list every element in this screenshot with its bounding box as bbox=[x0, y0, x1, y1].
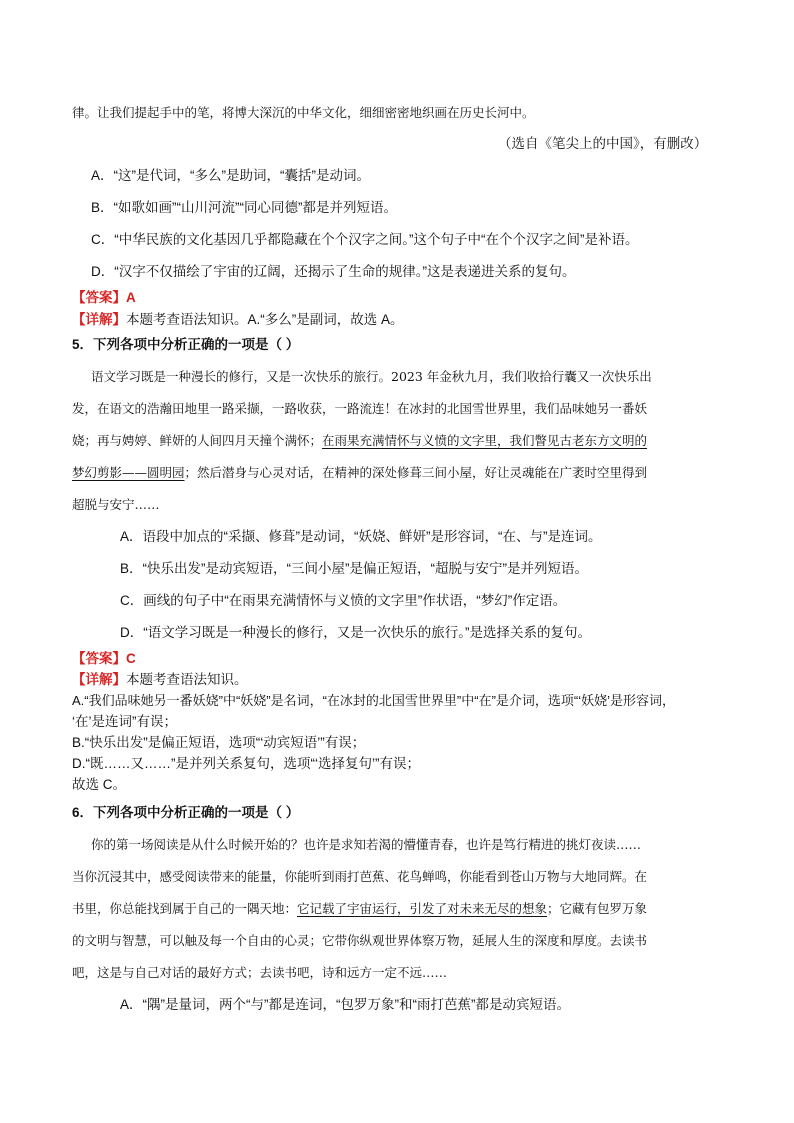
q5-answer: 【答案】C bbox=[72, 651, 136, 666]
passage-source: （选自《笔尖上的中国》，有删改） bbox=[498, 136, 708, 151]
q6-passage-line: 当你沉浸其中，感受阅读带来的能量，你能听到雨打芭蕉、花鸟蝉鸣，你能看到苍山万物与大地同辉。在 bbox=[72, 869, 648, 884]
q5-passage-text: 娆；再与娉婷、鲜妍的人间四月天撞个满怀； bbox=[72, 433, 323, 448]
q6-passage-text: ；它藏有包罗万象 bbox=[547, 901, 648, 916]
q5-passage-text: ；然后潜身与心灵对话，在精神的深处修葺三间小屋，好让灵魂能在广袤时空里得到 bbox=[184, 465, 648, 480]
q5-detail-text: 本题考查语法知识。 bbox=[126, 672, 248, 687]
q6-passage-line: 吧，这是与自己对话的最好方式；去读书吧，诗和远方一定不远…… bbox=[72, 965, 448, 980]
q6-option-a: A．“隅”是量词，两个“与”都是连词，“包罗万象”和“雨打芭蕉”都是动宾短语。 bbox=[120, 997, 570, 1012]
q5-underlined-sentence: 在雨果充满情怀与义愤的文字里，我们瞥见古老东方文明的 bbox=[322, 433, 648, 448]
q5-detail bbox=[72, 671, 248, 689]
q5-option-d: D．“语文学习既是一种漫长的修行，又是一次快乐的旅行。”是选择关系的复句。 bbox=[120, 625, 591, 640]
q5-passage-line: 发，在语文的浩瀚田地里一路采撷，一路收获，一路流连！在冰封的北国雪世界里，我们品味她另一番妖 bbox=[72, 401, 648, 416]
q4-detail-text: 本题考查语法知识。A.“多么”是副词，故选 A。 bbox=[126, 312, 404, 327]
q5-passage-line: 语文学习既是一种漫长的修行，又是一次快乐的旅行。2023 年金秋九月，我们收拾行囊又一次快乐出 bbox=[91, 369, 652, 384]
q5-option-c: C．画线的句子中“在雨果充满情怀与义愤的文字里”作状语，“梦幻”作定语。 bbox=[120, 593, 567, 608]
q6-stem: 6．下列各项中分析正确的一项是（ ） bbox=[72, 805, 300, 820]
q6-passage-line: 的文明与智慧，可以触及每一个自由的心灵；它带你纵观世界体察万物，延展人生的深度和厚度。去读书 bbox=[72, 933, 648, 948]
q6-passage-text: 书里，你总能找到属于自己的一隅天地： bbox=[72, 901, 298, 916]
passage-line: 律。让我们提起手中的笔，将博大深沉的中华文化，细细密密地织画在历史长河中。 bbox=[72, 105, 535, 120]
q4-option-c: C．“中华民族的文化基因几乎都隐藏在个个汉字之间。”这个句子中“在个个汉字之间”是补语。 bbox=[91, 232, 639, 247]
q4-option-d: D．“汉字不仅描绘了宇宙的辽阔，还揭示了生命的规律。”这是表递进关系的复句。 bbox=[91, 264, 576, 279]
q4-answer: 【答案】A bbox=[72, 290, 136, 305]
q4-detail bbox=[72, 311, 404, 329]
q5-stem: 5．下列各项中分析正确的一项是（ ） bbox=[72, 337, 300, 352]
q5-underlined-sentence-end: 梦幻剪影——圆明园 bbox=[72, 465, 185, 480]
q5-explain-line: 故选 C。 bbox=[72, 777, 126, 792]
q5-detail-label: 【详解】 bbox=[72, 672, 126, 687]
q5-explain-line: B.“快乐出发”是偏正短语，选项“‘动宾短语’”有误； bbox=[72, 735, 366, 750]
q6-passage-line: 你的第一场阅读是从什么时候开始的？也许是求知若渴的懵懂青春，也许是笃行精进的挑灯夜读…… bbox=[91, 837, 642, 852]
q6-passage-line bbox=[72, 900, 647, 918]
q5-passage-line: 超脱与安宁…… bbox=[72, 497, 160, 512]
q6-underlined-sentence: 它记载了宇宙运行，引发了对未来无尽的想象 bbox=[297, 901, 548, 916]
q5-explain-line: A.“我们品味她另一番妖娆”中“妖娆”是名词，“在冰封的北国雪世界里”中“在”是介词，选项“‘妖娆’是形容词， bbox=[72, 693, 676, 708]
q4-option-a: A．“这”是代词，“多么”是助词，“囊括”是动词。 bbox=[91, 168, 370, 183]
q4-option-b: B．“如歌如画”“山川河流”“同心同德”都是并列短语。 bbox=[91, 200, 397, 215]
q5-explain-line: D.“既……又……”是并列关系复句，选项“‘选择复句’”有误； bbox=[72, 756, 420, 771]
q5-explain-line: ‘在’是连词”有误； bbox=[72, 714, 177, 729]
q5-passage-line bbox=[72, 432, 647, 450]
q4-detail-label: 【详解】 bbox=[72, 312, 126, 327]
q5-option-a: A．语段中加点的“采撷、修葺”是动词，“妖娆、鲜妍”是形容词，“在、与”是连词。 bbox=[120, 529, 602, 544]
q5-passage-line bbox=[72, 464, 647, 482]
q5-option-b: B．“快乐出发”是动宾短语，“三间小屋”是偏正短语，“超脱与安宁”是并列短语。 bbox=[120, 561, 588, 576]
